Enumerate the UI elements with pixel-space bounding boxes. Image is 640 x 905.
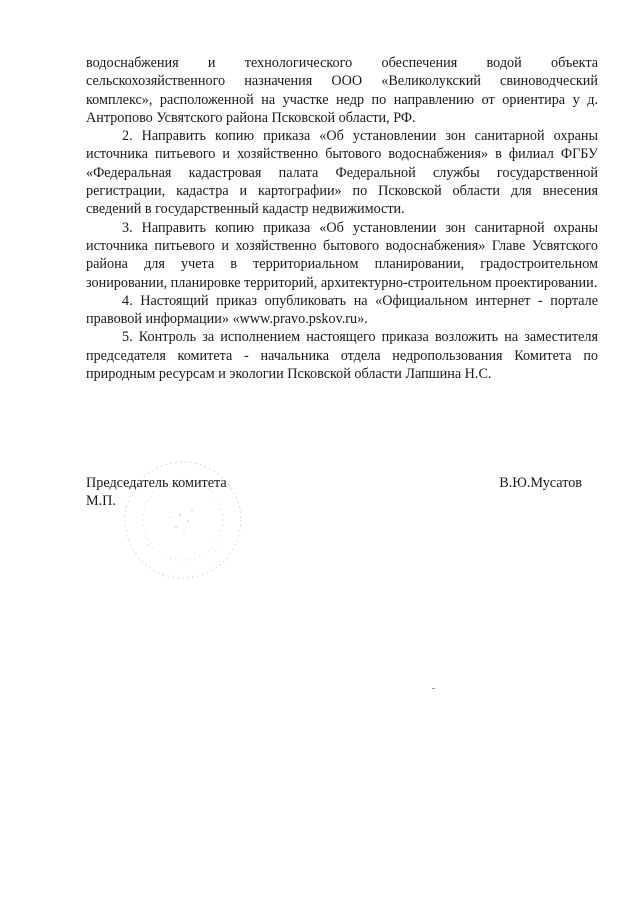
document-body	[86, 54, 598, 383]
paragraph-item-3: 3. Направить копию приказа «Об установлении зон санитарной охраны источника питьевого и хозяйственно бытового водоснабжения» Главе Усвятского района для учета в территориальном планировании, градостроительном зонировании, планировке территорий, архитектурно-строительном проектировании.	[86, 219, 598, 291]
signatory-position: Председатель комитета	[86, 475, 227, 491]
seal-place-mark: М.П.	[86, 493, 116, 509]
paragraph-item-4: 4. Настоящий приказ опубликовать на «Официальном интернет - портале правовой информации» «www.pravo.pskov.ru».	[86, 292, 598, 328]
paragraph-item-5: 5. Контроль за исполнением настоящего приказа возложить на заместителя председателя комитета - начальника отдела недропользования Комитета по природным ресурсам и экологии Псковской области Лапшина Н.С.	[86, 329, 598, 383]
signatory-name: В.Ю.Мусатов	[499, 475, 582, 491]
signature-block	[86, 474, 598, 534]
paragraph-continuation: водоснабжения и технологического обеспечения водой объекта сельскохозяйственного назначения ООО «Великолукский свиноводческий комплекс», расположенной на участке недр по направлению от ориентира у д. Антропово Усвятского района Псковской области, РФ.	[86, 55, 598, 126]
scan-artifact	[432, 688, 435, 689]
paragraph-item-2: 2. Направить копию приказа «Об установлении зон санитарной охраны источника питьевого и хозяйственно бытового водоснабжения» в филиал ФГБУ «Федеральная кадастровая палата Федеральной службы государственной регистрации, кадастра и картографии» по Псковской области для внесения сведений в государственный кадастр недвижимости.	[86, 128, 598, 218]
